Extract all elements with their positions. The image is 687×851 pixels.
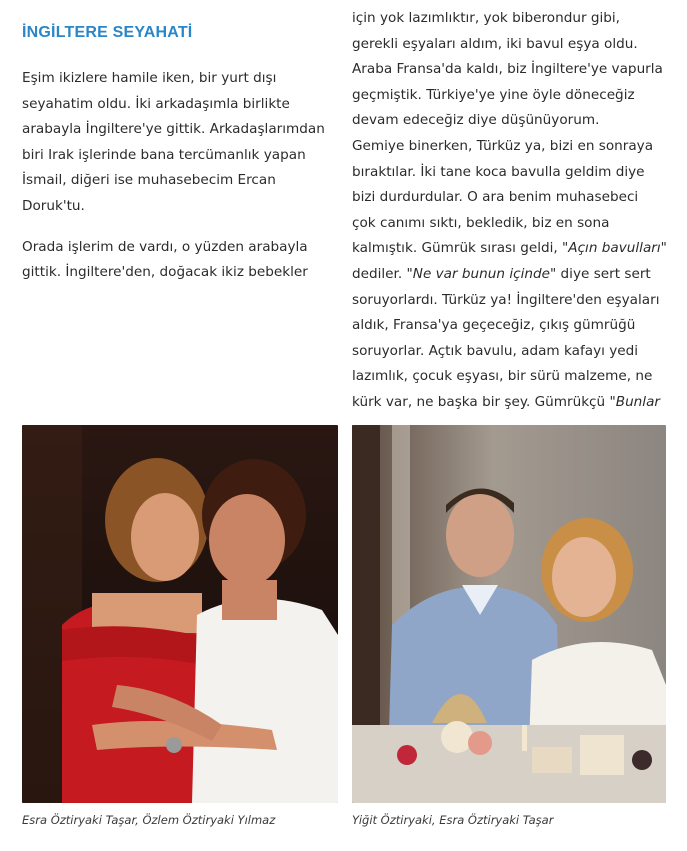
text-segment: bizi durdurdular. O ara benim muhasebeci xyxy=(352,189,639,206)
text-line xyxy=(352,364,672,390)
text-line xyxy=(352,108,672,134)
text-line xyxy=(352,236,672,262)
photo-illustration xyxy=(352,425,666,803)
text-line xyxy=(352,313,672,339)
right-text-column xyxy=(352,6,672,431)
text-segment: gerekli eşyaları aldım, iki bavul eşya oldu. xyxy=(352,35,638,52)
text-line: Orada işlerim de vardı, o yüzden arabayla xyxy=(22,238,308,255)
text-segment: Gemiye binerken, Türküz ya, bizi en sonraya xyxy=(352,137,654,154)
quoted-speech: "Ne var bunun içinde" xyxy=(406,265,557,282)
text-line xyxy=(352,57,672,83)
paragraph xyxy=(352,6,672,416)
photo-two-women-embracing xyxy=(22,425,338,803)
text-line xyxy=(352,390,672,416)
text-segment: lazımlık, çocuk eşyası, bir sürü malzeme, ne xyxy=(352,368,653,385)
text-segment: diye sert sert xyxy=(556,265,651,282)
text-segment: aldık, Fransa'ya geçeceğiz, çıkış gümrüğü xyxy=(352,317,636,334)
text-line xyxy=(352,185,672,211)
text-line xyxy=(352,134,672,160)
text-line xyxy=(352,6,672,32)
photo-man-and-woman-at-table xyxy=(352,425,666,803)
text-line xyxy=(352,32,672,58)
text-line xyxy=(352,83,672,109)
section-heading: İNGİLTERE SEYAHATİ xyxy=(22,24,193,41)
text-line: Eşim ikizlere hamile iken, bir yurt dışı xyxy=(22,70,277,86)
text-line xyxy=(352,211,672,237)
text-segment: için yok lazımlıktır, yok biberondur gibi, xyxy=(352,10,621,26)
text-segment: kalmıştık. Gümrük sırası geldi, xyxy=(352,240,563,257)
text-segment: bıraktılar. İki tane koca bavulla geldim diye xyxy=(352,163,645,180)
text-line: Doruk'tu. xyxy=(22,197,85,214)
text-segment: geçmiştik. Türkiye'ye yine öyle döneceğiz xyxy=(352,86,635,103)
text-line: seyahatim oldu. İki arkadaşımla birlikte xyxy=(22,95,290,112)
photo-caption: Esra Öztiryaki Taşar, Özlem Öztiryaki Yılmaz xyxy=(22,813,276,827)
text-segment: devam edeceğiz diye düşünüyorum. xyxy=(352,112,600,129)
text-segment: soruyorlardı. Türküz ya! İngiltere'den eşyaları xyxy=(352,291,660,308)
text-segment: dediler. xyxy=(352,265,407,282)
text-segment: kürk var, ne başka bir şey. Gümrükçü xyxy=(352,393,610,410)
text-line: gittik. İngiltere'den, doğacak ikiz bebekler xyxy=(22,264,308,281)
text-line xyxy=(352,262,672,288)
paragraph xyxy=(22,66,325,220)
quoted-speech: "Bunlar xyxy=(609,393,660,410)
text-segment: Araba Fransa'da kaldı, biz İngiltere'ye vapurla xyxy=(352,61,663,78)
photo-illustration xyxy=(22,425,338,803)
text-line: arabayla İngiltere'ye gittik. Arkadaşlarımdan xyxy=(22,121,325,138)
text-segment: soruyorlar. Açtık bavulu, adam kafayı yedi xyxy=(352,342,639,359)
text-line: İsmail, diğeri ise muhasebecim Ercan xyxy=(22,172,276,189)
text-line xyxy=(352,160,672,186)
left-text-column xyxy=(22,66,325,301)
text-line xyxy=(352,288,672,314)
text-segment: çok canımı sıktı, bekledik, biz en sona xyxy=(352,214,610,231)
photo-caption: Yiğit Öztiryaki, Esra Öztiryaki Taşar xyxy=(352,813,554,827)
paragraph xyxy=(22,235,322,286)
text-line xyxy=(352,339,672,365)
quoted-speech: "Açın bavulları" xyxy=(562,240,667,257)
text-line: biri Irak işlerinde bana tercümanlık yapan xyxy=(22,146,306,163)
